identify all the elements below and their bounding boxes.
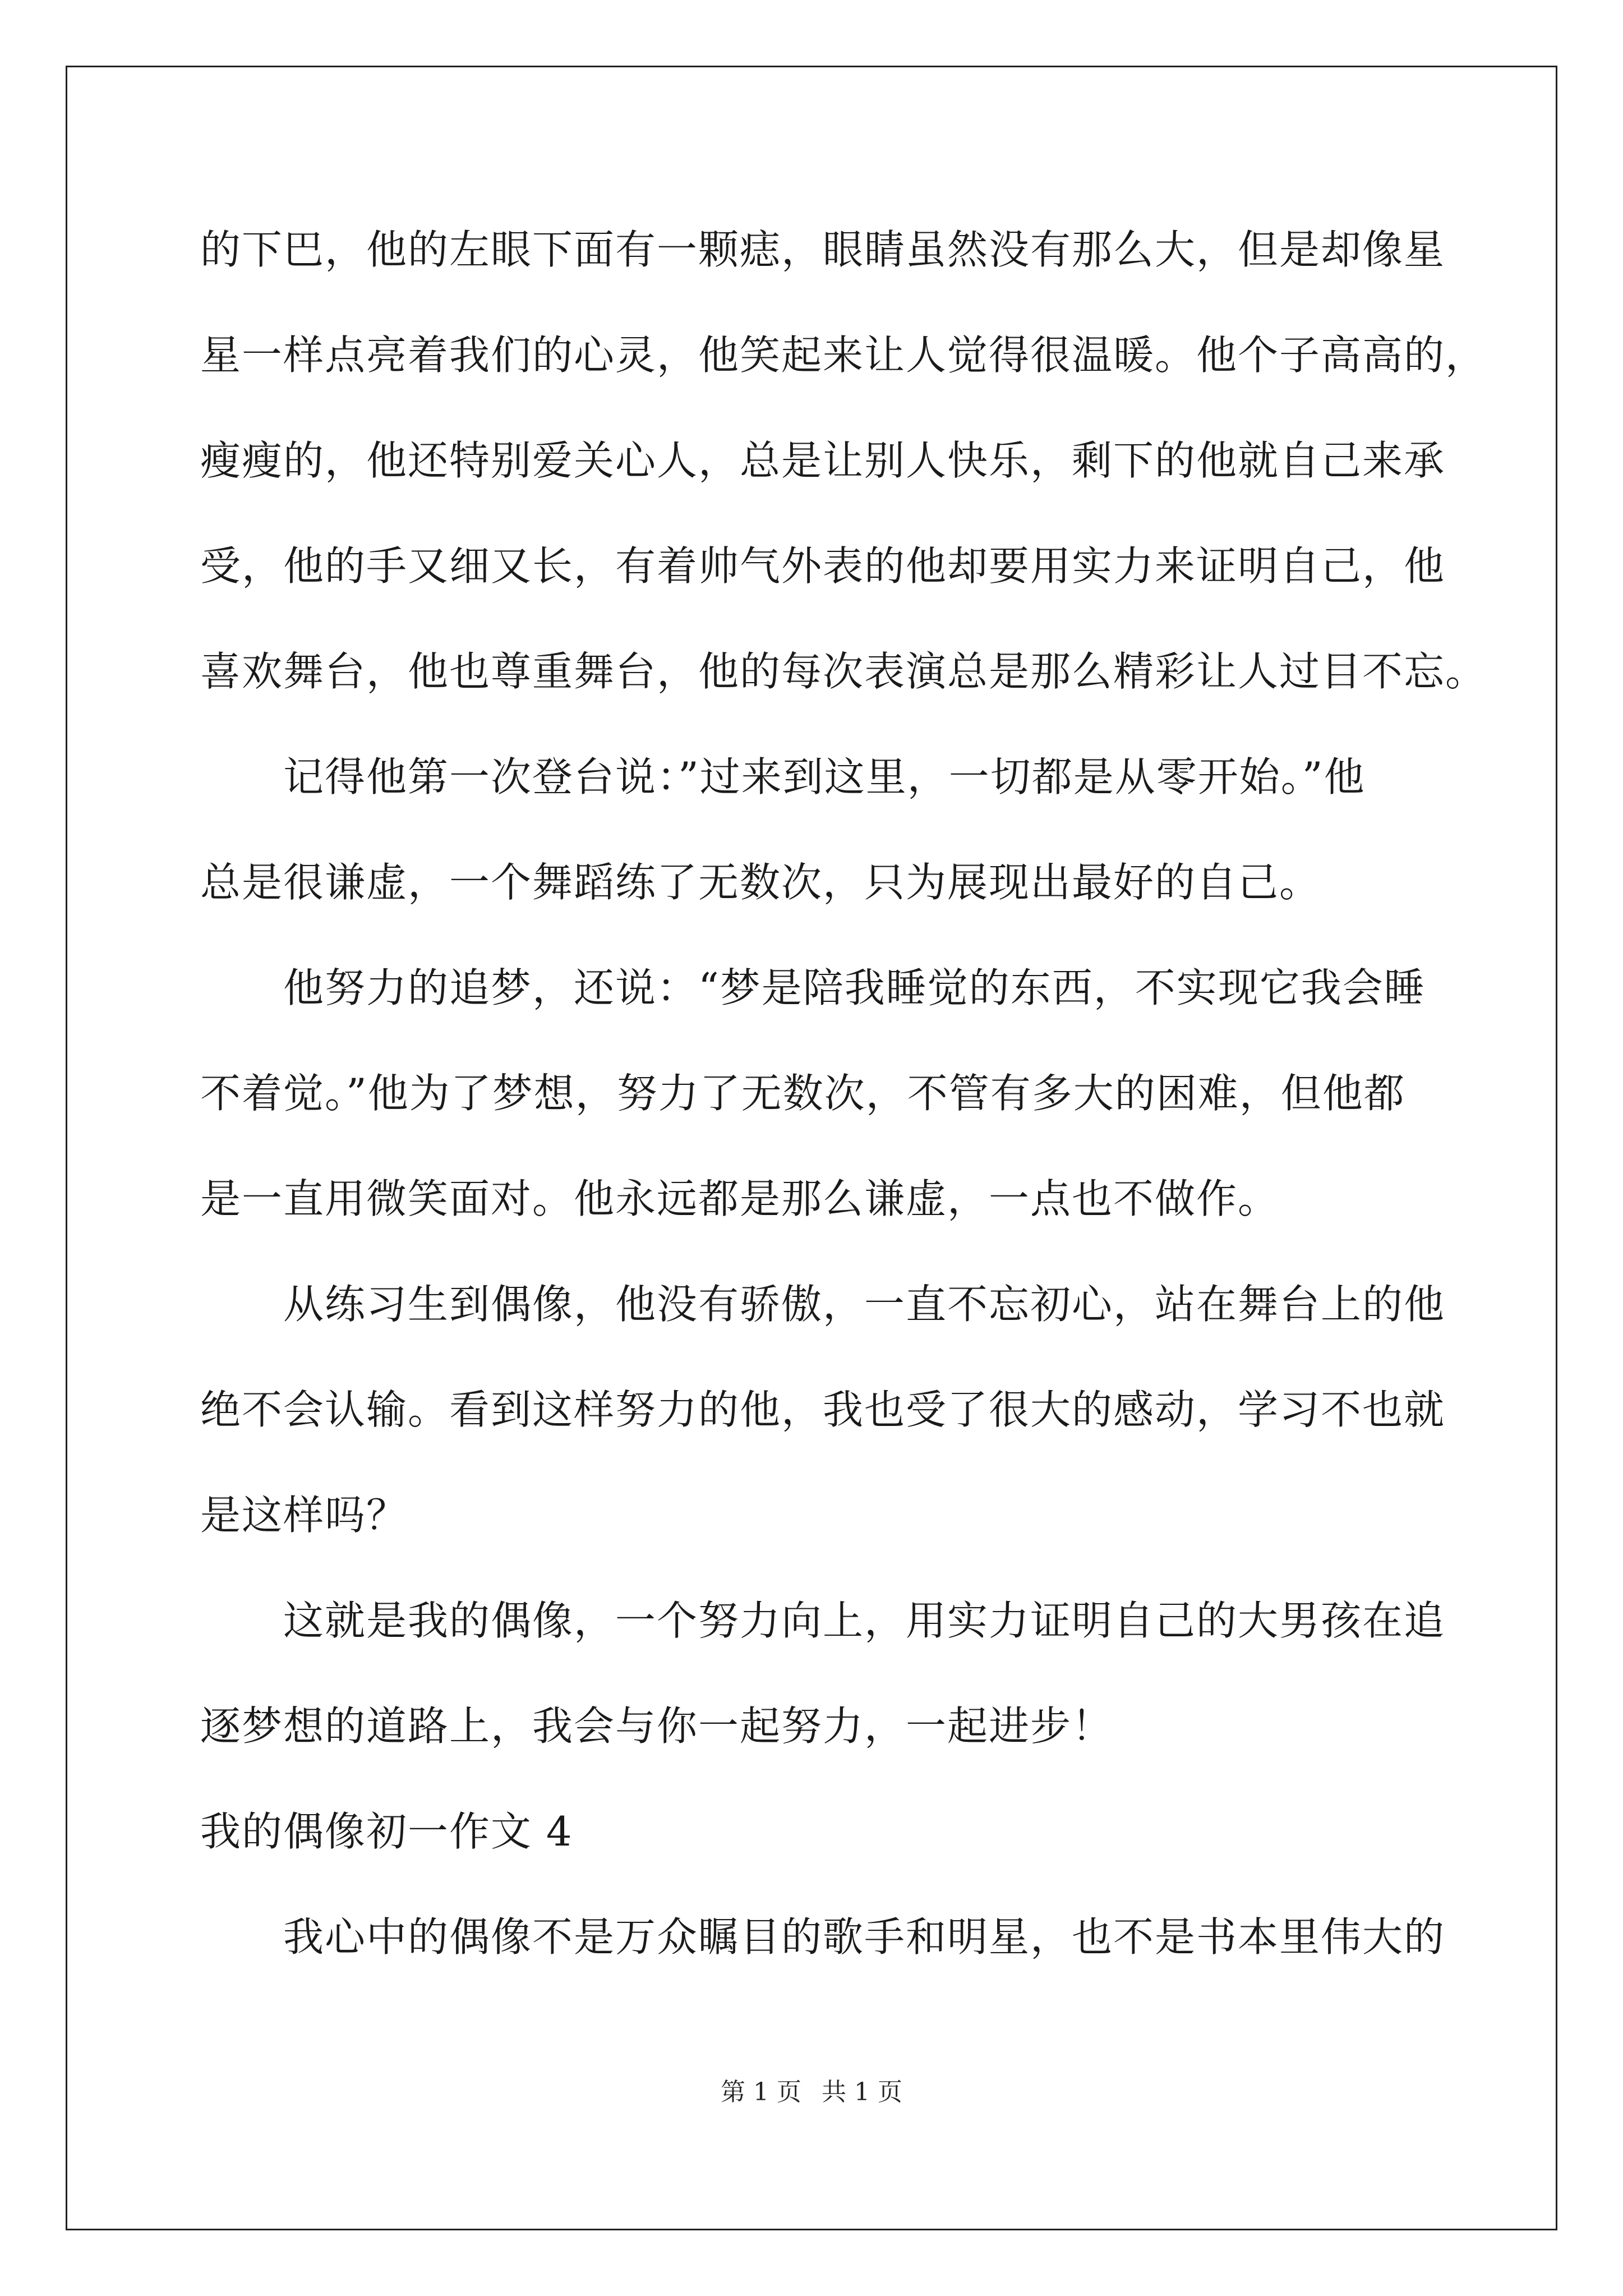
text-line: 星一样点亮着我们的心灵，他笑起来让人觉得很温暖。他个子高高的， <box>200 332 1487 379</box>
text-line: 受，他的手又细又长，有着帅气外表的他却要用实力来证明自己，他 <box>200 542 1446 590</box>
paragraph-start-line: 这就是我的偶像，一个努力向上，用实力证明自己的大男孩在追 <box>200 1597 1446 1644</box>
text-line: 绝不会认输。看到这样努力的他，我也受了很大的感动，学习不也就 <box>200 1386 1446 1433</box>
section-heading: 我的偶像初一作文 4 <box>200 1808 573 1855</box>
text-line: 不着觉。”他为了梦想，努力了无数次，不管有多大的困难，但他都 <box>200 1070 1405 1117</box>
page-footer <box>0 2076 1623 2109</box>
paragraph-start-line: 我心中的偶像不是万众瞩目的歌手和明星，也不是书本里伟大的 <box>200 1913 1446 1961</box>
text-line: 的下巴，他的左眼下面有一颗痣，眼睛虽然没有那么大，但是却像星 <box>200 226 1446 273</box>
paragraph-start-line: 记得他第一次登台说：”过来到这里，一切都是从零开始。”他 <box>200 753 1366 800</box>
paragraph-start-line: 他努力的追梦，还说：“梦是陪我睡觉的东西，不实现它我会睡 <box>200 964 1426 1011</box>
text-line: 喜欢舞台，他也尊重舞台，他的每次表演总是那么精彩让人过目不忘。 <box>200 648 1487 695</box>
page-total: 共 1 页 <box>822 2078 902 2106</box>
text-line: 是这样吗？ <box>200 1492 408 1539</box>
text-line: 总是很谦虚，一个舞蹈练了无数次，只为展现出最好的自己。 <box>200 859 1321 906</box>
text-line: 是一直用微笑面对。他永远都是那么谦虚，一点也不做作。 <box>200 1175 1280 1222</box>
page-number: 第 1 页 <box>721 2078 801 2106</box>
text-line: 瘦瘦的，他还特别爱关心人，总是让别人快乐，剩下的他就自己来承 <box>200 437 1446 484</box>
text-line: 逐梦想的道路上，我会与你一起努力，一起进步！ <box>200 1703 1114 1750</box>
paragraph-start-line: 从练习生到偶像，他没有骄傲，一直不忘初心，站在舞台上的他 <box>200 1281 1446 1328</box>
